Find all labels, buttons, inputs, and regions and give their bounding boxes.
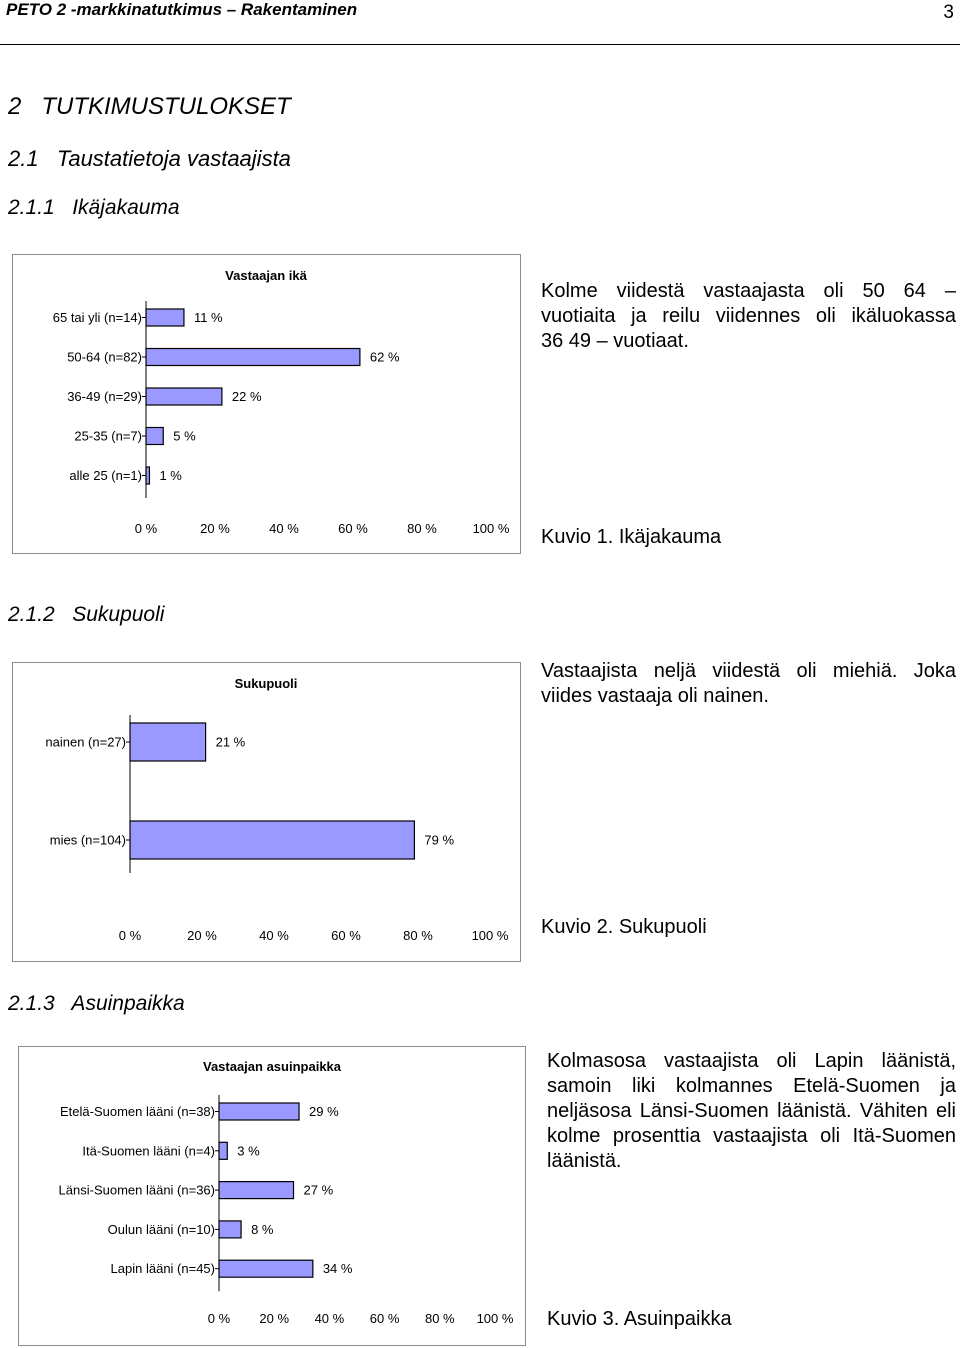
x-tick-label: 100 % bbox=[471, 928, 509, 943]
gender-chart-svg bbox=[13, 663, 520, 961]
data-label: 29 % bbox=[309, 1104, 339, 1119]
bar bbox=[219, 1182, 294, 1199]
gender-caption: Kuvio 2. Sukupuoli bbox=[541, 916, 707, 938]
x-tick-label: 20 % bbox=[200, 521, 230, 536]
x-tick-label: 0 % bbox=[118, 928, 142, 943]
x-tick-label: 20 % bbox=[259, 1311, 290, 1326]
category-label: mies (n=104) bbox=[49, 832, 126, 848]
data-label: 21 % bbox=[215, 734, 246, 750]
section-heading: 2 TUTKIMUSTULOKSET bbox=[8, 93, 291, 120]
category-label: alle 25 (n=1) bbox=[69, 468, 142, 483]
category-label: 50-64 (n=82) bbox=[67, 349, 142, 365]
category-label: Länsi-Suomen lääni (n=36) bbox=[58, 1182, 215, 1198]
x-tick-label: 40 % bbox=[314, 1311, 345, 1326]
x-tick-label: 100 % bbox=[472, 521, 510, 536]
category-label: Etelä-Suomen lääni (n=38) bbox=[59, 1104, 215, 1119]
gender-paragraph: Vastaajista neljä viidestä oli miehiä. Joka viides vastaaja oli nainen. bbox=[541, 660, 956, 707]
bar bbox=[146, 428, 163, 445]
gender-chart bbox=[12, 662, 521, 962]
residence-chart-svg bbox=[19, 1047, 525, 1345]
page-number: 3 bbox=[943, 2, 954, 23]
page-header bbox=[0, 0, 960, 45]
chart-title: Sukupuoli bbox=[234, 676, 298, 691]
document-title: PETO 2 -markkinatutkimus – Rakentaminen bbox=[6, 0, 358, 19]
data-label: 34 % bbox=[322, 1261, 353, 1277]
bar bbox=[146, 388, 222, 405]
bar bbox=[146, 349, 360, 366]
residence-heading: 2.1.3 Asuinpaikka bbox=[8, 992, 185, 1015]
x-tick-label: 80 % bbox=[403, 928, 433, 943]
chart-title: Vastaajan asuinpaikka bbox=[202, 1059, 342, 1074]
category-label: 25-35 (n=7) bbox=[74, 428, 142, 444]
data-label: 27 % bbox=[303, 1182, 334, 1198]
age-chart bbox=[12, 254, 521, 554]
residence-chart bbox=[18, 1046, 526, 1346]
gender-heading: 2.1.2 Sukupuoli bbox=[8, 603, 165, 626]
residence-caption: Kuvio 3. Asuinpaikka bbox=[547, 1308, 732, 1330]
x-tick-label: 60 % bbox=[331, 928, 361, 943]
data-label: 22 % bbox=[231, 389, 262, 404]
category-label: nainen (n=27) bbox=[45, 734, 126, 750]
x-tick-label: 0 % bbox=[207, 1311, 231, 1326]
age-paragraph: Kolme viidestä vastaajasta oli 50 64 – vuotiaita ja reilu viidennes oli ikäluokassa 36 49 – vuotiaat. bbox=[541, 280, 956, 352]
subsection-heading: 2.1 Taustatietoja vastaajista bbox=[8, 146, 291, 171]
category-label: 65 tai yli (n=14) bbox=[52, 310, 142, 325]
x-tick-label: 40 % bbox=[259, 928, 289, 943]
category-label: Lapin lääni (n=45) bbox=[110, 1261, 215, 1277]
bar bbox=[219, 1260, 313, 1277]
x-tick-label: 60 % bbox=[369, 1311, 400, 1326]
data-label: 79 % bbox=[424, 832, 455, 848]
data-label: 5 % bbox=[173, 428, 196, 444]
residence-paragraph: Kolmasosa vastaajista oli Lapin läänistä, samoin liki kolmannes Etelä-Suomen ja neljäsosa Länsi-Suomen läänistä. Vähiten eli kolme prosenttia vastaajista oli Itä-Suomen läänistä. bbox=[547, 1050, 956, 1172]
category-label: 36-49 (n=29) bbox=[67, 389, 142, 404]
age-chart-svg bbox=[13, 255, 520, 553]
bar bbox=[146, 309, 184, 326]
data-label: 8 % bbox=[251, 1221, 274, 1237]
category-label: Itä-Suomen lääni (n=4) bbox=[82, 1143, 215, 1159]
x-tick-label: 60 % bbox=[338, 521, 368, 536]
x-tick-label: 0 % bbox=[134, 521, 158, 536]
x-tick-label: 100 % bbox=[476, 1311, 514, 1326]
category-label: Oulun lääni (n=10) bbox=[107, 1221, 215, 1237]
age-heading: 2.1.1 Ikäjakauma bbox=[8, 196, 180, 219]
x-tick-label: 80 % bbox=[407, 521, 437, 536]
bar bbox=[219, 1103, 299, 1120]
data-label: 3 % bbox=[237, 1143, 260, 1159]
data-label: 62 % bbox=[369, 349, 400, 365]
age-caption: Kuvio 1. Ikäjakauma bbox=[541, 526, 722, 548]
data-label: 11 % bbox=[193, 310, 223, 325]
chart-title: Vastaajan ikä bbox=[225, 268, 307, 283]
data-label: 1 % bbox=[159, 468, 182, 483]
bar bbox=[130, 723, 206, 761]
x-tick-label: 20 % bbox=[187, 928, 217, 943]
x-tick-label: 40 % bbox=[269, 521, 299, 536]
bar bbox=[130, 821, 414, 859]
bar bbox=[219, 1142, 227, 1159]
x-tick-label: 80 % bbox=[424, 1311, 455, 1326]
bar bbox=[219, 1221, 241, 1238]
bar bbox=[146, 467, 149, 484]
